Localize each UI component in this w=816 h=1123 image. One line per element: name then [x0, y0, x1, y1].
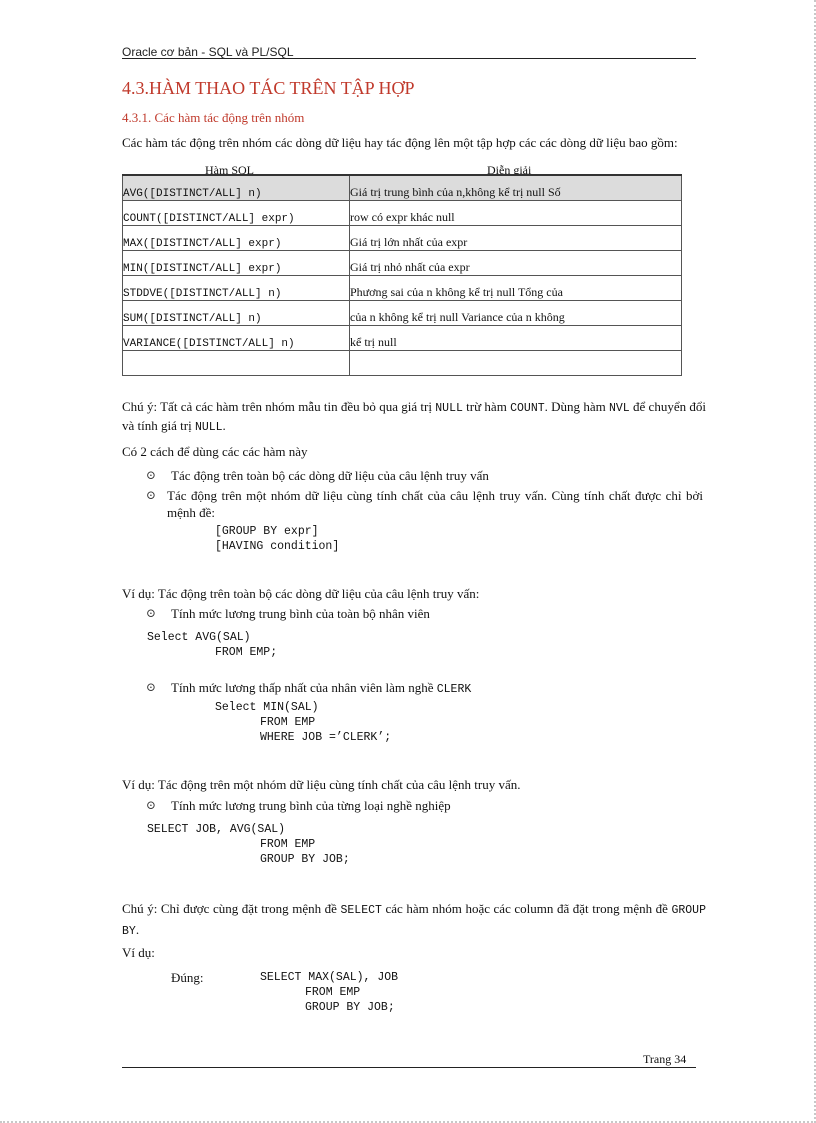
code-line: WHERE JOB =’CLERK’;: [260, 731, 392, 744]
note-code: NVL: [609, 402, 630, 415]
code-line: GROUP BY JOB;: [260, 853, 350, 866]
note-code: SELECT: [340, 904, 382, 917]
description-cell: của n không kể trị null Variance của n không: [350, 301, 682, 326]
table-row: [123, 276, 682, 301]
description-cell: Giá trị nhỏ nhất của expr: [350, 251, 682, 276]
description-cell: kể trị null: [350, 326, 682, 351]
example2-intro: Ví dụ: Tác động trên một nhóm dữ liệu cùng tính chất của câu lệnh truy vấn.: [122, 777, 521, 792]
function-cell: STDDVE([DISTINCT/ALL] n): [123, 276, 350, 301]
section-title: 4.3.HÀM THAO TÁC TRÊN TẬP HỢP: [122, 78, 415, 98]
bullet-code: CLERK: [436, 683, 472, 696]
subsection-title: 4.3.1. Các hàm tác động trên nhóm: [122, 110, 305, 125]
description-cell: Giá trị trung bình của n,không kể trị null Số: [350, 175, 682, 201]
note-code: NULL: [435, 402, 463, 415]
code-line: FROM EMP: [305, 986, 361, 999]
function-cell: MIN([DISTINCT/ALL] expr): [123, 251, 350, 276]
usage-bullet-2: Tác động trên một nhóm dữ liệu cùng tính chất của câu lệnh truy vấn. Cùng tính chất được chỉ bởi mệnh đề:: [167, 488, 703, 520]
code-line: SELECT MAX(SAL), JOB: [260, 971, 399, 984]
table-row: [123, 301, 682, 326]
table-row: [123, 351, 682, 376]
note-code: COUNT: [510, 402, 545, 415]
note-text: . Dùng hàm: [544, 399, 609, 414]
note-text: .: [222, 418, 226, 433]
note-text: các hàm nhóm hoặc các column đã đặt trong mệnh đề: [381, 901, 672, 916]
group-by-clause: [GROUP BY expr]: [215, 525, 319, 538]
header-rule: [122, 58, 696, 59]
circled-dot-icon: ⊙: [146, 606, 157, 620]
note-null-handling: [122, 398, 706, 436]
circled-dot-icon: ⊙: [146, 468, 157, 482]
code-line: FROM EMP;: [215, 646, 278, 659]
intro-paragraph: Các hàm tác động trên nhóm các dòng dữ liệu hay tác động lên một tập hợp các các dòng dữ liệu bao gồm:: [122, 135, 678, 150]
note-text: để chuyển đổi và tính giá trị: [122, 399, 706, 433]
code-line: SELECT JOB, AVG(SAL): [147, 823, 286, 836]
usage-intro: Có 2 cách để dùng các các hàm này: [122, 444, 308, 459]
description-cell: [350, 351, 682, 376]
function-table: [122, 174, 682, 376]
running-header: Oracle cơ bản - SQL và PL/SQL: [122, 45, 294, 59]
correct-label: Đúng:: [171, 970, 204, 985]
circled-dot-icon: ⊙: [146, 488, 157, 502]
usage-bullet-1: Tác động trên toàn bộ các dòng dữ liệu của câu lệnh truy vấn: [171, 468, 489, 483]
table-row: [123, 175, 682, 201]
example1-intro: Ví dụ: Tác động trên toàn bộ các dòng dữ liệu của câu lệnh truy vấn:: [122, 586, 480, 601]
circled-dot-icon: ⊙: [146, 680, 157, 694]
function-cell: MAX([DISTINCT/ALL] expr): [123, 226, 350, 251]
having-clause: [HAVING condition]: [215, 540, 340, 553]
description-cell: Giá trị lớn nhất của expr: [350, 226, 682, 251]
note-text: Chú ý: Tất cả các hàm trên nhóm mẫu tin đều bỏ qua giá trị: [122, 399, 436, 414]
table-header-description: Diễn giải: [487, 163, 532, 177]
example2-bullet-1: Tính mức lương trung bình của từng loại nghề nghiệp: [171, 798, 451, 813]
function-cell: COUNT([DISTINCT/ALL] expr): [123, 201, 350, 226]
code-line: FROM EMP: [260, 838, 316, 851]
function-cell: [123, 351, 350, 376]
bullet-text: Tính mức lương thấp nhất của nhân viên làm nghề: [171, 680, 437, 695]
table-row: [123, 326, 682, 351]
circled-dot-icon: ⊙: [146, 798, 157, 812]
example1-bullet-2: [171, 679, 471, 698]
note-select-rule: [122, 899, 706, 941]
example3-label: Ví dụ:: [122, 945, 155, 960]
note-code: GROUP BY: [122, 904, 706, 938]
code-line: FROM EMP: [260, 716, 316, 729]
description-cell: row có expr khác null: [350, 201, 682, 226]
example1-bullet-1: Tính mức lương trung bình của toàn bộ nhân viên: [171, 606, 430, 621]
table-row: [123, 251, 682, 276]
note-text: trừ hàm: [462, 399, 511, 414]
note-text: .: [135, 922, 140, 937]
page-number: Trang 34: [643, 1052, 687, 1066]
note-code: NULL: [194, 421, 223, 434]
function-cell: SUM([DISTINCT/ALL] n): [123, 301, 350, 326]
table-row: [123, 201, 682, 226]
table-header-function: Hàm SQL: [205, 163, 254, 177]
code-line: GROUP BY JOB;: [305, 1001, 395, 1014]
table-row: [123, 226, 682, 251]
description-cell: Phương sai của n không kể trị null Tổng của: [350, 276, 682, 301]
function-cell: VARIANCE([DISTINCT/ALL] n): [123, 326, 350, 351]
code-line: Select MIN(SAL): [215, 701, 319, 714]
footer-rule: [122, 1067, 696, 1068]
function-cell: AVG([DISTINCT/ALL] n): [123, 175, 350, 201]
code-line: Select AVG(SAL): [147, 631, 251, 644]
note-text: Chú ý: Chỉ được cùng đặt trong mệnh đề: [122, 901, 341, 916]
